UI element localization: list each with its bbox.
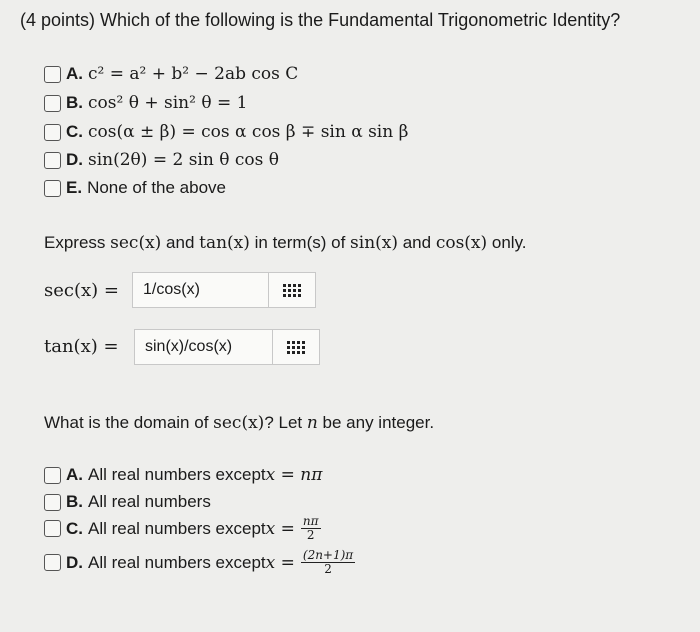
math-keyboard-button[interactable] xyxy=(268,273,315,307)
question-2-prompt: Express sec(x) and tan(x) in term(s) of sin(x) and cos(x) only. xyxy=(44,233,527,253)
radio-box-icon[interactable] xyxy=(44,554,61,571)
q1-option-b[interactable]: B. cos² θ + sin² θ = 1 xyxy=(44,93,247,113)
radio-box-icon[interactable] xyxy=(44,520,61,537)
math-keyboard-button[interactable] xyxy=(272,330,319,364)
radio-box-icon[interactable] xyxy=(44,467,61,484)
q1-option-d[interactable]: D. sin(2θ) = 2 sin θ cos θ xyxy=(44,150,279,170)
q3-option-a[interactable]: A. All real numbers except x = nπ xyxy=(44,465,322,485)
sec-label: sec(x) = xyxy=(44,280,119,301)
q3-option-b[interactable]: B. All real numbers xyxy=(44,492,211,512)
tan-label: tan(x) = xyxy=(44,336,119,357)
q3-option-c[interactable]: C. All real numbers except x = $\frac{n\pi}{2}$ xyxy=(44,515,321,542)
keypad-icon xyxy=(287,341,305,354)
fraction: $\frac{(2n+1)\pi}{2}$ xyxy=(302,548,354,576)
sec-answer-field[interactable] xyxy=(132,272,316,308)
radio-box-icon[interactable] xyxy=(44,66,61,83)
keypad-icon xyxy=(283,284,301,297)
tan-answer-value[interactable]: sin(x)/cos(x) xyxy=(145,338,233,355)
question-1-title: (4 points) Which of the following is the Fundamental Trigonometric Identity? xyxy=(20,10,621,30)
sec-answer-value[interactable]: 1/cos(x) xyxy=(143,281,200,298)
tan-answer-field[interactable] xyxy=(134,329,320,365)
radio-box-icon[interactable] xyxy=(44,95,61,112)
radio-box-icon[interactable] xyxy=(44,494,61,511)
q1-option-e[interactable]: E. None of the above xyxy=(44,178,226,198)
q1-option-a[interactable]: A. c² = a² + b² − 2ab cos C xyxy=(44,64,298,84)
question-3-prompt: What is the domain of sec(x)? Let n be any integer. xyxy=(44,413,435,433)
q3-option-d[interactable]: D. All real numbers except x = $\frac{(2n+1)\pi}{2}$ xyxy=(44,549,355,576)
q1-option-c[interactable]: C. cos(α ± β) = cos α cos β ∓ sin α sin β xyxy=(44,122,408,142)
fraction: $\frac{n\pi}{2}$ xyxy=(302,514,319,542)
radio-box-icon[interactable] xyxy=(44,152,61,169)
radio-box-icon[interactable] xyxy=(44,124,61,141)
radio-box-icon[interactable] xyxy=(44,180,61,197)
